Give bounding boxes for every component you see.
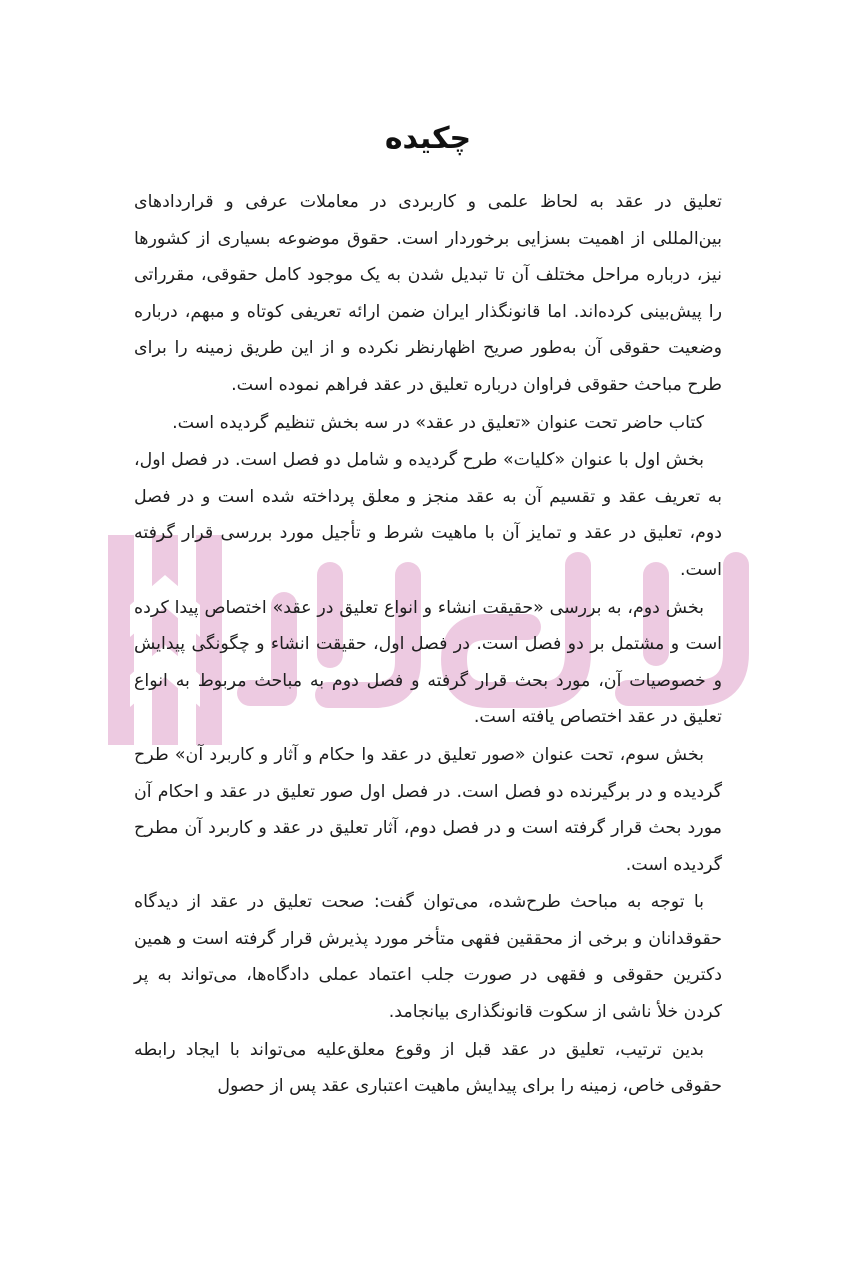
- paragraph: بخش سوم، تحت عنوان «صور تعلیق در عقد وا حکام و آثار و کاربرد آن» طرح گردیده و در برگیرنده دو فصل است. در فصل اول صور تعلیق در عقد و احکام آن مورد بحث قرار گرفته است و در فصل دوم، آثار تعلیق در عقد و کاربرد آن مطرح گردیده است.: [134, 744, 722, 875]
- paragraph: با توجه به مباحث طرح‌شده، می‌توان گفت: صحت تعلیق در عقد از دیدگاه حقوقدانان و برخی از محققین فقهی متأخر مورد پذیرش قرار گرفته است و همین دکترین حقوقی و فقهی در صورت جلب اعتماد عملی دادگاه‌ها، می‌تواند به پر کردن خلأ ناشی از سکوت قانونگذاری بیانجامد.: [134, 892, 722, 1023]
- paragraph: بدین ترتیب، تعلیق در عقد قبل از وقوع معلق‌علیه می‌تواند با ایجاد رابطه حقوقی خاص، زمینه را برای پیدایش ماهیت اعتباری عقد پس از حصول: [134, 1039, 722, 1097]
- paragraph: بخش دوم، به بررسی «حقیقت انشاء و انواع تعلیق در عقد» اختصاص پیدا کرده است و مشتمل بر دو فصل است. در فصل اول، حقیقت انشاء و چگونگی پیدایش و خصوصیات آن، مورد بحث قرار گرفته و فصل دوم به مباحث مربوط به انواع تعلیق در عقد اختصاص یافته است.: [134, 597, 722, 728]
- abstract-title: چکیده: [384, 121, 472, 156]
- abstract-body: [134, 184, 722, 1106]
- paragraph: بخش اول با عنوان «کلیات» طرح گردیده و شامل دو فصل است. در فصل اول، به تعریف عقد و تقسیم آن به عقد منجز و معلق پرداخته شده است و در فصل دوم، تعلیق در عقد و تمایز آن با ماهیت شرط و تأجیل مورد بررسی قرار گرفته است.: [134, 450, 722, 580]
- paragraph: تعلیق در عقد به لحاظ علمی و کاربردی در معاملات عرفی و قراردادهای بین‌المللی از اهمیت بسزایی برخوردار است. حقوق موضوعه بسیاری از کشورها نیز، درباره مراحل مختلف آن تا تبدیل شدن به یک موجود کامل حقوقی، مقرراتی را پیش‌بینی کرده‌اند. اما قانونگذار ایران ضمن ارائه تعریفی کوتاه و مبهم، درباره وضعیت حقوقی آن به‌طور صریح اظهارنظر نکرده و از این طریق زمینه را برای طرح مباحث حقوقی فراوان درباره تعلیق در عقد فراهم نموده است.: [134, 192, 722, 395]
- paragraph: کتاب حاضر تحت عنوان «تعلیق در عقد» در سه بخش تنظیم گردیده است.: [172, 412, 704, 433]
